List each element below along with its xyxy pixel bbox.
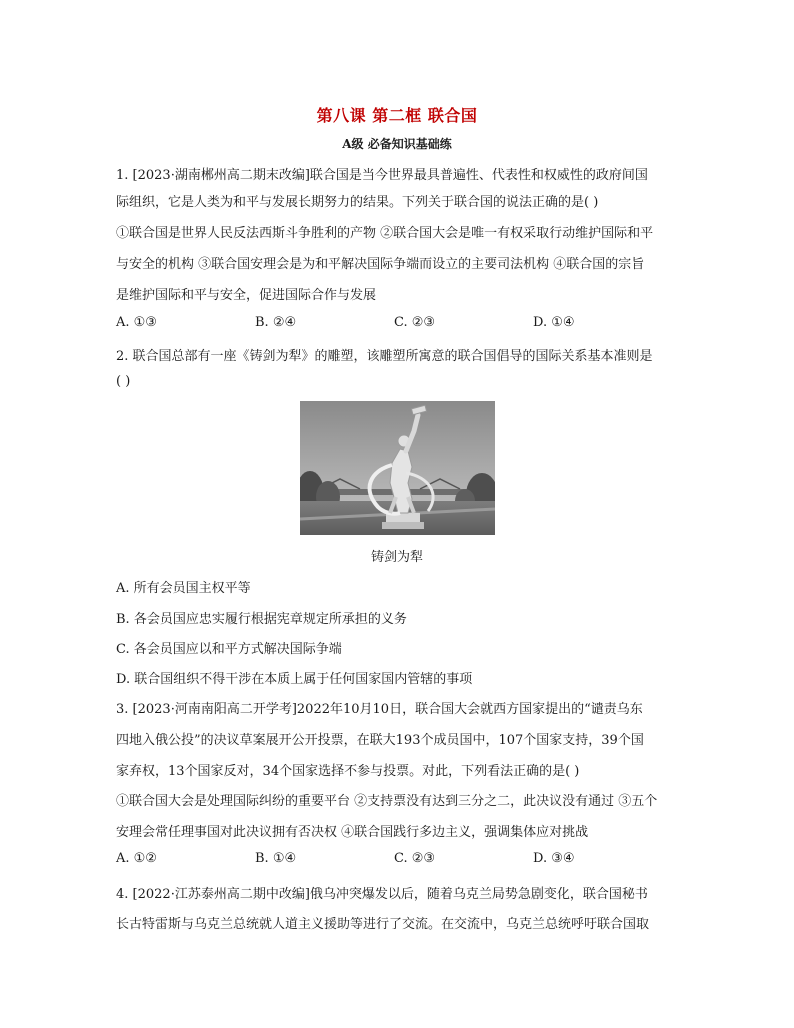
- q1-option-a: A. ①③: [116, 315, 157, 330]
- q1-line-3: ①联合国是世界人民反法西斯斗争胜利的产物 ②联合国大会是唯一有权采取行动维护国际和平: [116, 226, 654, 241]
- q3-line-3: 家弃权，13个国家反对，34个国家选择不参与投票。对此，下列看法正确的是( ): [116, 764, 580, 779]
- section-subtitle: A级 必备知识基础练: [342, 137, 452, 151]
- sculpture-photo: [300, 401, 495, 535]
- q3-line-4: ①联合国大会是处理国际纠纷的重要平台 ②支持票没有达到三分之二，此决议没有通过 ③五个: [116, 794, 658, 809]
- q3-line-2: 四地入俄公投”的决议草案展开公开投票，在联大193个成员国中，107个国家支持，39个国: [116, 733, 644, 748]
- q4-line-2: 长古特雷斯与乌克兰总统就人道主义援助等进行了交流。在交流中，乌克兰总统呼吁联合国取: [116, 917, 650, 932]
- q2-option-d: D. 联合国组织不得干涉在本质上属于任何国家国内管辖的事项: [116, 672, 473, 687]
- photo-caption: 铸剑为犁: [370, 550, 423, 565]
- q4-line-1: 4. [2022·江苏泰州高二期中改编]俄乌冲突爆发以后，随着乌克兰局势急剧变化，联合国秘书: [116, 887, 648, 902]
- q1-line-2: 际组织，它是人类为和平与发展长期努力的结果。下列关于联合国的说法正确的是( ): [116, 195, 599, 210]
- q3-option-a: A. ①②: [116, 851, 157, 866]
- q2-option-c: C. 各会员国应以和平方式解决国际争端: [116, 642, 342, 657]
- q1-line-1: 1. [2023·湖南郴州高二期末改编]联合国是当今世界最具普遍性、代表性和权威性的政府间国: [116, 168, 648, 183]
- q1-option-b: B. ②④: [255, 315, 297, 330]
- q3-option-b: B. ①④: [255, 851, 297, 866]
- q1-line-4: 与安全的机构 ③联合国安理会是为和平解决国际争端而设立的主要司法机构 ④联合国的宗旨: [116, 257, 645, 272]
- q3-option-d: D. ③④: [533, 851, 575, 866]
- page-title: 第八课 第二框 联合国: [316, 106, 478, 125]
- q1-line-5: 是维护国际和平与安全，促进国际合作与发展: [116, 288, 377, 303]
- q3-line-1: 3. [2023·河南南阳高二开学考]2022年10月10日，联合国大会就西方国家提出的“谴责乌东: [116, 702, 643, 717]
- q1-option-d: D. ①④: [533, 315, 575, 330]
- q2-option-b: B. 各会员国应忠实履行根据宪章规定所承担的义务: [116, 612, 407, 627]
- q2-line-2: ( ): [116, 374, 131, 389]
- q3-option-c: C. ②③: [394, 851, 436, 866]
- q2-option-a: A. 所有会员国主权平等: [116, 581, 251, 596]
- q2-line-1: 2. 联合国总部有一座《铸剑为犁》的雕塑，该雕塑所寓意的联合国倡导的国际关系基本准则是: [116, 349, 653, 364]
- q3-line-5: 安理会常任理事国对此决议拥有否决权 ④联合国践行多边主义，强调集体应对挑战: [116, 825, 589, 840]
- q1-option-c: C. ②③: [394, 315, 436, 330]
